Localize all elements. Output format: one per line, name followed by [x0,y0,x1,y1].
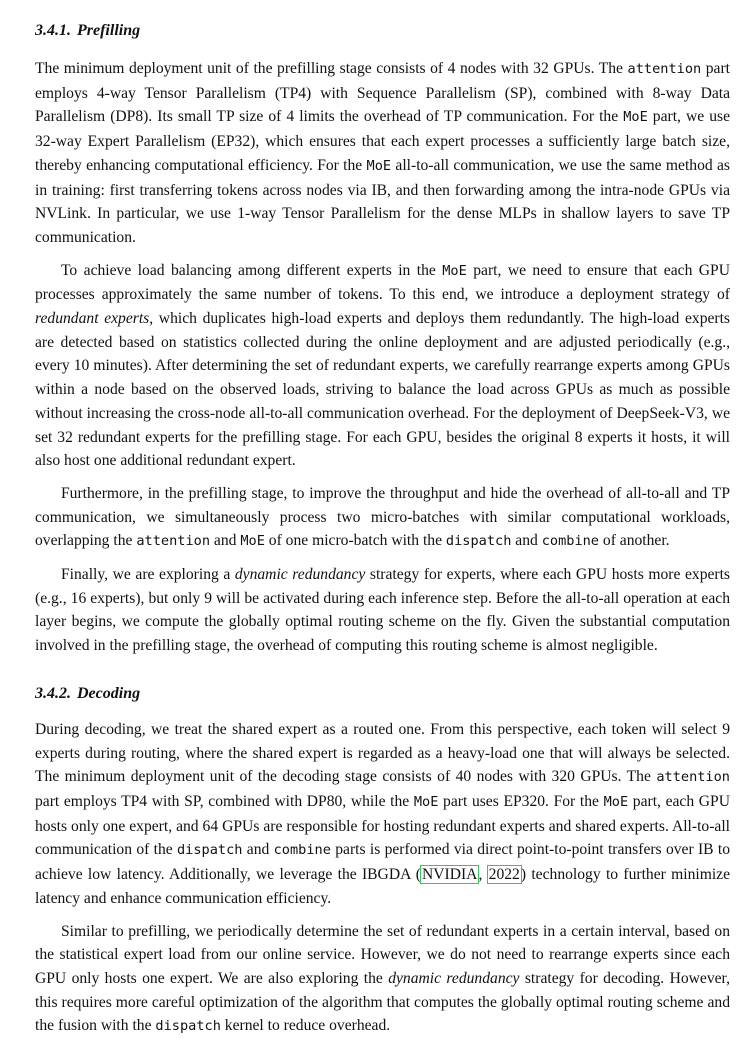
text-run: part employs 4-way Tensor Parallelism (TP4) with Sequence Parallelism (SP), combined with 8-way Data Parallelism (DP8). Its small TP size of 4 limits the overhead of TP communication. For the [35,60,730,126]
paragraph-load-balancing [35,259,730,473]
text-run: part, each GPU hosts only one expert, and 64 GPUs are responsible for hosting redundant experts and shared experts. All-to-all communication of the [35,792,730,859]
citation-year: 2022 [488,866,520,884]
code-moe: MoE [603,793,629,810]
paragraph-micro-batches [35,482,730,554]
code-combine: combine [541,533,599,550]
text-run: of another. [599,532,670,550]
text-run: and [511,532,542,550]
code-moe: MoE [413,793,439,810]
citation-author: NVIDIA [422,866,478,884]
code-dispatch: dispatch [445,533,512,550]
text-run: To achieve load balancing among different experts in the [61,261,443,279]
text-run: part, we use 32-way Expert Parallelism (EP32), which ensures that each expert processes a sufficiently large batch size, thereby enhancing computational efficiency. For the [35,108,730,174]
section-number: 3.4.1. [35,22,71,39]
text-run: and [242,841,274,859]
text-run: , [478,866,488,884]
paragraph-prefilling-deployment [35,57,730,250]
text-run: ) technology to further minimize latency and enhance communication efficiency. [35,866,731,907]
section-title: Decoding [77,684,141,702]
text-run: and [210,532,241,550]
text-run: of one micro-batch with the [264,532,446,550]
text-run: strategy for experts, where each GPU hosts more experts (e.g., 16 experts), but only 9 will be activated during each inference step. Before the all-to-all operation at each layer begins, we compute the globally optimal routing scheme on the fly. Given the substantial computation involved in the prefilling stage, the overhead of computing this routing scheme is almost negligible. [35,566,731,655]
section-number: 3.4.2. [35,684,71,702]
paragraph-decoding-redundancy [35,920,730,1040]
text-run: Furthermore, in the prefilling stage, to improve the throughput and hide the overhead of all-to-all and TP communication, we simultaneously process two micro-batches with similar computational workloads, overlapping the [35,484,730,550]
emphasis-dynamic-redundancy: dynamic redundancy [234,566,366,584]
citation-link-nvidia[interactable] [421,866,478,883]
code-moe: MoE [240,533,265,550]
emphasis-dynamic-redundancy: dynamic redundancy [388,969,520,987]
text-run: The minimum deployment unit of the prefilling stage consists of 4 nodes with 32 GPUs. The [35,60,628,77]
section-title: Prefilling [77,22,141,39]
code-moe: MoE [623,109,648,126]
text-run: During decoding, we treat the shared expert as a routed one. From this perspective, each token will select 9 experts during routing, where the shared expert is regarded as a heavy-load one that will always be selected. The minimum deployment unit of the decoding stage consists of 40 nodes with 320 GPUs. The [35,720,730,786]
code-dispatch: dispatch [155,1018,221,1035]
section-heading-decoding [35,682,730,706]
text-run: kernel to reduce overhead. [220,1017,391,1035]
code-moe: MoE [366,157,392,174]
text-run: parts is performed via direct point-to-point transfers over IB to achieve low latency. Additionally, we leverage the IBGDA ( [35,841,730,884]
section-heading-prefilling [35,19,730,43]
text-run: part, we need to ensure that each GPU processes approximately the same number of tokens. To this end, we introduce a deployment strategy of [35,261,730,304]
text-run: strategy for decoding. However, this requires more careful optimization of the algorithm that computes the globally optimal routing scheme and the fusion with the [35,969,731,1035]
text-run: part employs TP4 with SP, combined with DP80, while the [35,792,414,810]
code-attention: attention [656,769,730,786]
code-dispatch: dispatch [176,842,243,859]
code-attention: attention [136,533,211,550]
emphasis-redundant-experts: redundant experts [35,310,150,328]
code-attention: attention [627,61,702,77]
text-run: part uses EP320. For the [438,792,604,810]
citation-link-year[interactable] [488,866,521,883]
text-run: Finally, we are exploring a [61,566,235,584]
paragraph-dynamic-redundancy [35,563,730,658]
text-run: , which duplicates high-load experts and deploys them redundantly. The high-load experts are detected based on statistics collected during the online deployment and are adjusted periodically (e.g., every 10 minutes). After determining the set of redundant experts, we carefully rearrange experts among GPUs within a node based on the observed loads, striving to balance the load across GPUs as much as possible without increasing the cross-node all-to-all communication overhead. For the deployment of DeepSeek-V3, we set 32 redundant experts for the prefilling stage. For each GPU, besides the original 8 experts it hosts, it will also host one additional redundant expert. [35,310,731,470]
text-run: Similar to prefilling, we periodically determine the set of redundant experts in a certain interval, based on the statistical expert load from our online service. However, we do not need to rearrange experts since each GPU only hosts one expert. We are also exploring the [35,922,730,987]
code-moe: MoE [442,262,467,279]
text-run: all-to-all communication, we use the same method as in training: first transferring tokens across nodes via IB, and then forwarding among the intra-node GPUs via NVLink. In particular, we use 1-way Tensor Parallelism for the dense MLPs in shallow layers to save TP communication. [35,156,730,246]
paragraph-decoding-deployment [35,718,730,911]
code-combine: combine [273,842,331,859]
